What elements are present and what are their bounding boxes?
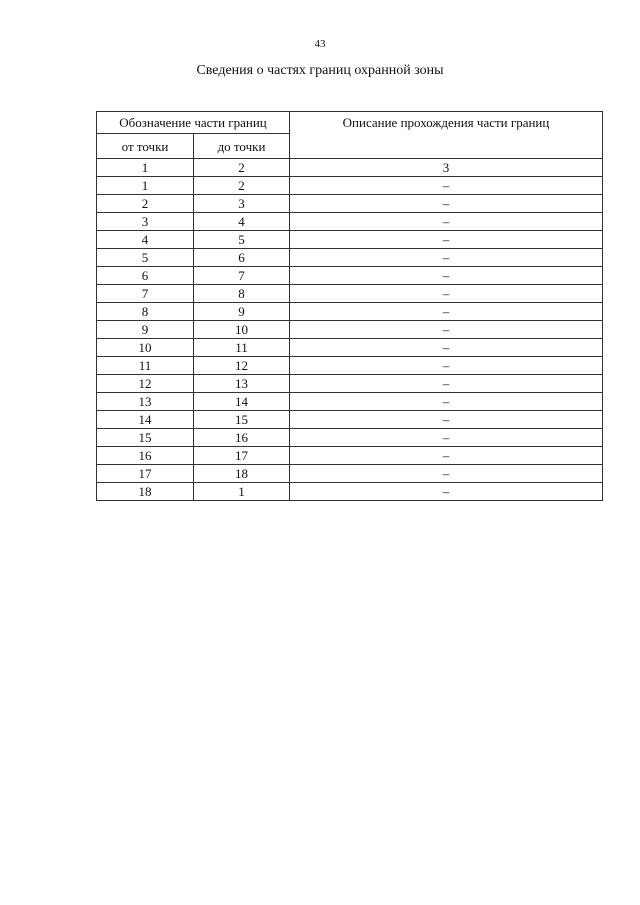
boundary-part-designation-header: Обозначение части границ [97,112,290,134]
table-row [97,321,603,339]
table-row [97,483,603,501]
description-cell: – [290,339,603,357]
description-cell: – [290,483,603,501]
to-point-cell: 5 [194,231,290,249]
to-point-cell: 2 [194,177,290,195]
to-point-cell: 9 [194,303,290,321]
column-number: 1 [97,159,194,177]
to-point-cell: 1 [194,483,290,501]
table-row [97,447,603,465]
to-point-cell: 15 [194,411,290,429]
from-point-cell: 18 [97,483,194,501]
description-cell: – [290,195,603,213]
description-cell: – [290,249,603,267]
description-cell: – [290,303,603,321]
description-cell: – [290,393,603,411]
table-row [97,357,603,375]
from-point-cell: 13 [97,393,194,411]
to-point-cell: 6 [194,249,290,267]
from-point-cell: 8 [97,303,194,321]
from-point-cell: 15 [97,429,194,447]
document-title: Сведения о частях границ охранной зоны [196,63,444,78]
table-row [97,249,603,267]
to-point-cell: 3 [194,195,290,213]
description-cell: – [290,285,603,303]
from-point-header: от точки [97,134,194,159]
description-cell: – [290,321,603,339]
from-point-cell: 16 [97,447,194,465]
from-point-cell: 4 [97,231,194,249]
from-point-cell: 10 [97,339,194,357]
column-number: 2 [194,159,290,177]
from-point-cell: 5 [97,249,194,267]
description-cell: – [290,447,603,465]
table-row [97,303,603,321]
description-cell: – [290,231,603,249]
page-number: 43 [314,38,326,50]
from-point-cell: 9 [97,321,194,339]
to-point-cell: 14 [194,393,290,411]
table-row [97,195,603,213]
to-point-cell: 4 [194,213,290,231]
description-cell: – [290,357,603,375]
to-point-cell: 12 [194,357,290,375]
table-row [97,375,603,393]
to-point-cell: 10 [194,321,290,339]
table-row [97,267,603,285]
table-row [97,465,603,483]
from-point-cell: 6 [97,267,194,285]
table-row [97,177,603,195]
to-point-cell: 8 [194,285,290,303]
to-point-cell: 17 [194,447,290,465]
from-point-cell: 17 [97,465,194,483]
to-point-cell: 18 [194,465,290,483]
table-row [97,339,603,357]
description-cell: – [290,465,603,483]
from-point-cell: 14 [97,411,194,429]
from-point-cell: 3 [97,213,194,231]
table-row [97,213,603,231]
from-point-cell: 2 [97,195,194,213]
column-number-row [97,159,603,177]
from-point-cell: 12 [97,375,194,393]
table-row [97,285,603,303]
column-number: 3 [290,159,603,177]
from-point-cell: 11 [97,357,194,375]
to-point-cell: 7 [194,267,290,285]
table-row [97,231,603,249]
to-point-cell: 11 [194,339,290,357]
boundary-parts-table [96,111,603,501]
from-point-cell: 1 [97,177,194,195]
from-point-cell: 7 [97,285,194,303]
description-cell: – [290,213,603,231]
description-cell: – [290,375,603,393]
description-cell: – [290,177,603,195]
to-point-cell: 13 [194,375,290,393]
to-point-cell: 16 [194,429,290,447]
boundary-description-header: Описание прохождения части границ [290,112,603,159]
description-cell: – [290,429,603,447]
table-row [97,429,603,447]
table-row [97,411,603,429]
description-cell: – [290,267,603,285]
description-cell: – [290,411,603,429]
to-point-header: до точки [194,134,290,159]
table-row [97,393,603,411]
